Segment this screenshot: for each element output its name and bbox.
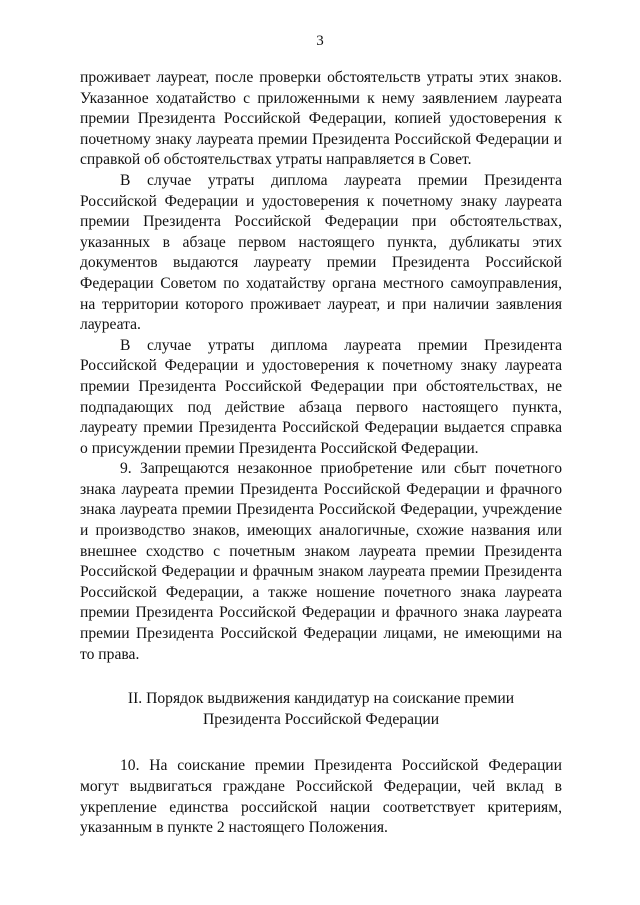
paragraph: проживает лауреат, после проверки обстоятельств утраты этих знаков. Указанное ходатайство с приложенными к нему заявлением лауреата премии Президента Российской Федерации, копией удостоверения к почетному знаку лауреата премии Президента Российской Федерации и справкой об обстоятельствах утраты направляется в Совет. — [80, 69, 562, 169]
paragraph: В случае утраты диплома лауреата премии Президента Российской Федерации и удостоверения к почетному знаку лауреата премии Президента Российской Федерации при обстоятельствах, не подпадающих под действие абзаца первого настоящего пункта, лауреату премии Президента Российской Федерации выдается справка о присуждении премии Президента Российской Федерации. — [80, 336, 562, 457]
paragraph: 10. На соискание премии Президента Российской Федерации могут выдвигаться граждане Российской Федерации, чей вклад в укрепление единства российской нации соответствует критериям, указанным в пункте 2 настоящего Положения. — [80, 757, 562, 837]
paragraph: 9. Запрещаются незаконное приобретение или сбыт почетного знака лауреата премии Президента Российской Федерации и фрачного знака лауреата премии Президента Российской Федерации, учреждение и производство знаков, имеющих аналогичные, схожие названия или внешнее сходство с почетным знаком лауреата премии Президента Российской Федерации и фрачным знаком лауреата премии Президента Российской Федерации, а также ношение почетного знака лауреата премии Президента Российской Федерации и фрачного знака лауреата премии Президента Российской Федерации лицами, не имеющими на то права. — [80, 460, 562, 663]
section-heading — [80, 689, 562, 730]
page-number: 3 — [316, 33, 324, 49]
paragraph: В случае утраты диплома лауреата премии Президента Российской Федерации и удостоверения к почетному знаку лауреата премии Президента Российской Федерации при обстоятельствах, указанных в абзаце первом настоящего пункта, дубликаты этих документов выдаются лауреату премии Президента Российской Федерации Советом по ходатайству органа местного самоуправления, на территории которого проживает лауреат, и при наличии заявления лауреата. — [80, 171, 562, 334]
section-heading-line: Президента Российской Федерации — [202, 710, 440, 728]
section-heading-line: II. Порядок выдвижения кандидатур на соискание премии — [127, 690, 515, 708]
document-body — [80, 68, 562, 839]
